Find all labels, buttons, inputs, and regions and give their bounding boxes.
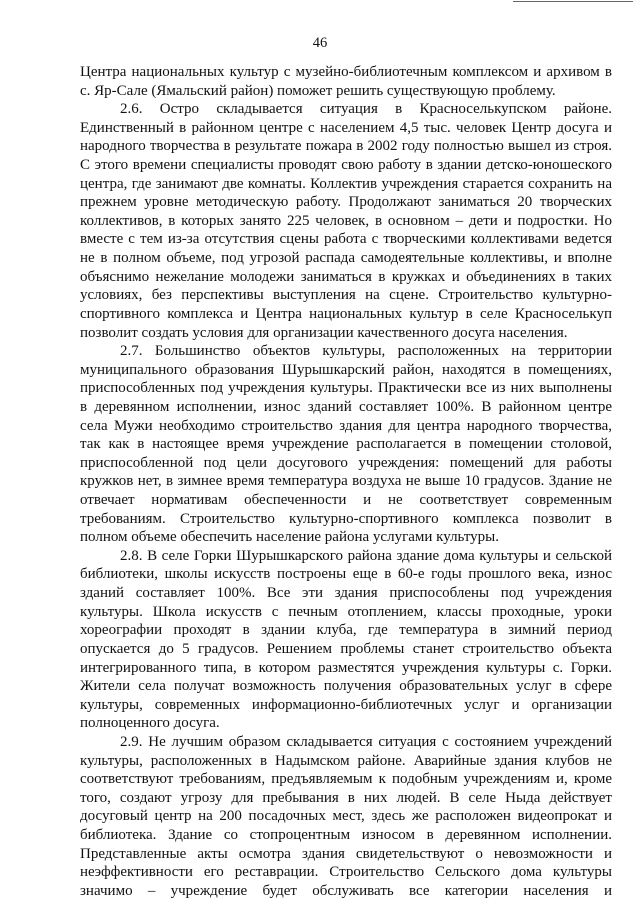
text-line: соответствуют требованиям, предъявляемым к подобным учреждениям и, кроме <box>80 771 612 788</box>
text-line: позволит создать условия для организации качественного досуга населения. <box>80 324 568 341</box>
text-line: полноценного досуга. <box>80 715 220 732</box>
text-line: культуры, расположенных в Надымском районе. Аварийные здания клубов не <box>80 752 612 769</box>
document-body <box>80 63 612 900</box>
text-line: С этого времени специалисты проводят свою работу в здании детско-юношеского <box>80 157 612 174</box>
text-line: с. Яр-Сале (Ямальский район) поможет решить существующую проблему. <box>80 82 556 99</box>
text-line: отвечает нормативам обеспеченности и не соответствует современным <box>80 492 612 509</box>
text-line: неэффективности его реставрации. Строительство Сельского дома культуры <box>80 864 612 881</box>
text-line: библиотека. Здание со стопроцентным износом в деревянном исполнении. <box>80 826 612 843</box>
text-line: народного творчества в результате пожара в 2002 году полностью вышел из строя. <box>80 138 612 155</box>
text-line: в деревянном исполнении, износ зданий составляет 100%. В районном центре <box>80 398 612 415</box>
text-line: Представленные акты осмотра здания свидетельствуют о невозможности и <box>80 845 612 862</box>
text-line: библиотеки, школы искусств построены еще в 60-е годы прошлого века, износ <box>80 566 612 583</box>
text-line: требованиям. Строительство культурно-спортивного комплекса позволит в <box>80 510 612 527</box>
text-line: так как в настоящее время учреждение располагается в помещении столовой, <box>80 436 612 453</box>
text-line: интегрированного типа, в котором разместятся учреждения культуры с. Горки. <box>80 659 612 676</box>
text-line: приспособленной под цели досугового учреждения: помещений для работы <box>80 454 612 471</box>
text-line: условиях, без перспективы выступления на сцене. Строительство культурно- <box>80 287 612 304</box>
text-line: Центра национальных культур с музейно-библиотечным комплексом и архивом в <box>80 64 612 80</box>
page-number: 46 <box>312 35 328 51</box>
text-line: Единственный в районном центре с населением 4,5 тыс. человек Центр досуга и <box>80 119 612 136</box>
text-line: Жители села получат возможность получения образовательных услуг в сфере <box>80 678 612 695</box>
text-line: муниципального образования Шурышкарский район, находятся в помещениях, <box>80 361 612 378</box>
text-line: опускается до 5 градусов. Решением проблемы станет строительство объекта <box>80 640 612 657</box>
text-line: полном объеме обеспечить население района услугами культуры. <box>80 529 500 546</box>
text-line: досуговый центр на 200 посадочных мест, здесь же расположен видеопрокат и <box>80 808 612 825</box>
text-line: спортивного комплекса и Центра национальных культур в селе Красноселькуп <box>80 305 612 322</box>
text-line: объяснимо нежелание молодежи заниматься в кружках и объединениях в таких <box>80 268 612 285</box>
text-line: не в полном объеме, под угрозой распада самодеятельные коллективы, и вполне <box>80 250 612 267</box>
text-line: хореографии проходят в здании клуба, где температура в зимний период <box>80 622 612 639</box>
paragraph-first-line: 2.7. Большинство объектов культуры, расположенных на территории <box>120 343 612 360</box>
text-line: прежнем уровне методическую работу. Продолжают заниматься 20 творческих <box>80 194 612 211</box>
text-line: села Мужи необходимо строительство здания для центра народного творчества, <box>80 417 612 434</box>
text-line: кружков нет, в зимнее время температура воздуха не выше 10 градусов. Здание не <box>80 473 612 490</box>
text-line: центра, где занимают две комнаты. Коллектив учреждения старается сохранить на <box>80 175 612 192</box>
top-edge-rule <box>513 1 633 2</box>
text-line: культуры, современных информационно-библиотечных услуг и организации <box>80 696 612 713</box>
paragraph-first-line: 2.6. Остро складывается ситуация в Красноселькупском районе. <box>120 101 612 118</box>
paragraph-first-line: 2.8. В селе Горки Шурышкарского района здание дома культуры и сельской <box>120 547 612 564</box>
text-line: коллективов, в которых занято 225 человек, в основном – дети и подростки. Но <box>80 212 612 229</box>
text-line: того, создают угрозу для пребывания в них людей. В селе Ныда действует <box>80 789 612 806</box>
text-line: вместе с тем из-за отсутствия сцены работа с творческими коллективами ведется <box>80 231 612 248</box>
text-line: зданий составляет 100%. Все эти здания приспособлены под учреждения <box>80 585 612 602</box>
text-line: приспособленных под учреждения культуры. Практически все из них выполнены <box>80 380 612 397</box>
paragraph-first-line: 2.9. Не лучшим образом складывается ситуация с состоянием учреждений <box>120 733 612 750</box>
text-line: значимо – учреждение будет обслуживать все категории населения и <box>80 882 612 899</box>
text-line: культуры. Школа искусств с печным отоплением, классы проходные, уроки <box>80 603 612 620</box>
